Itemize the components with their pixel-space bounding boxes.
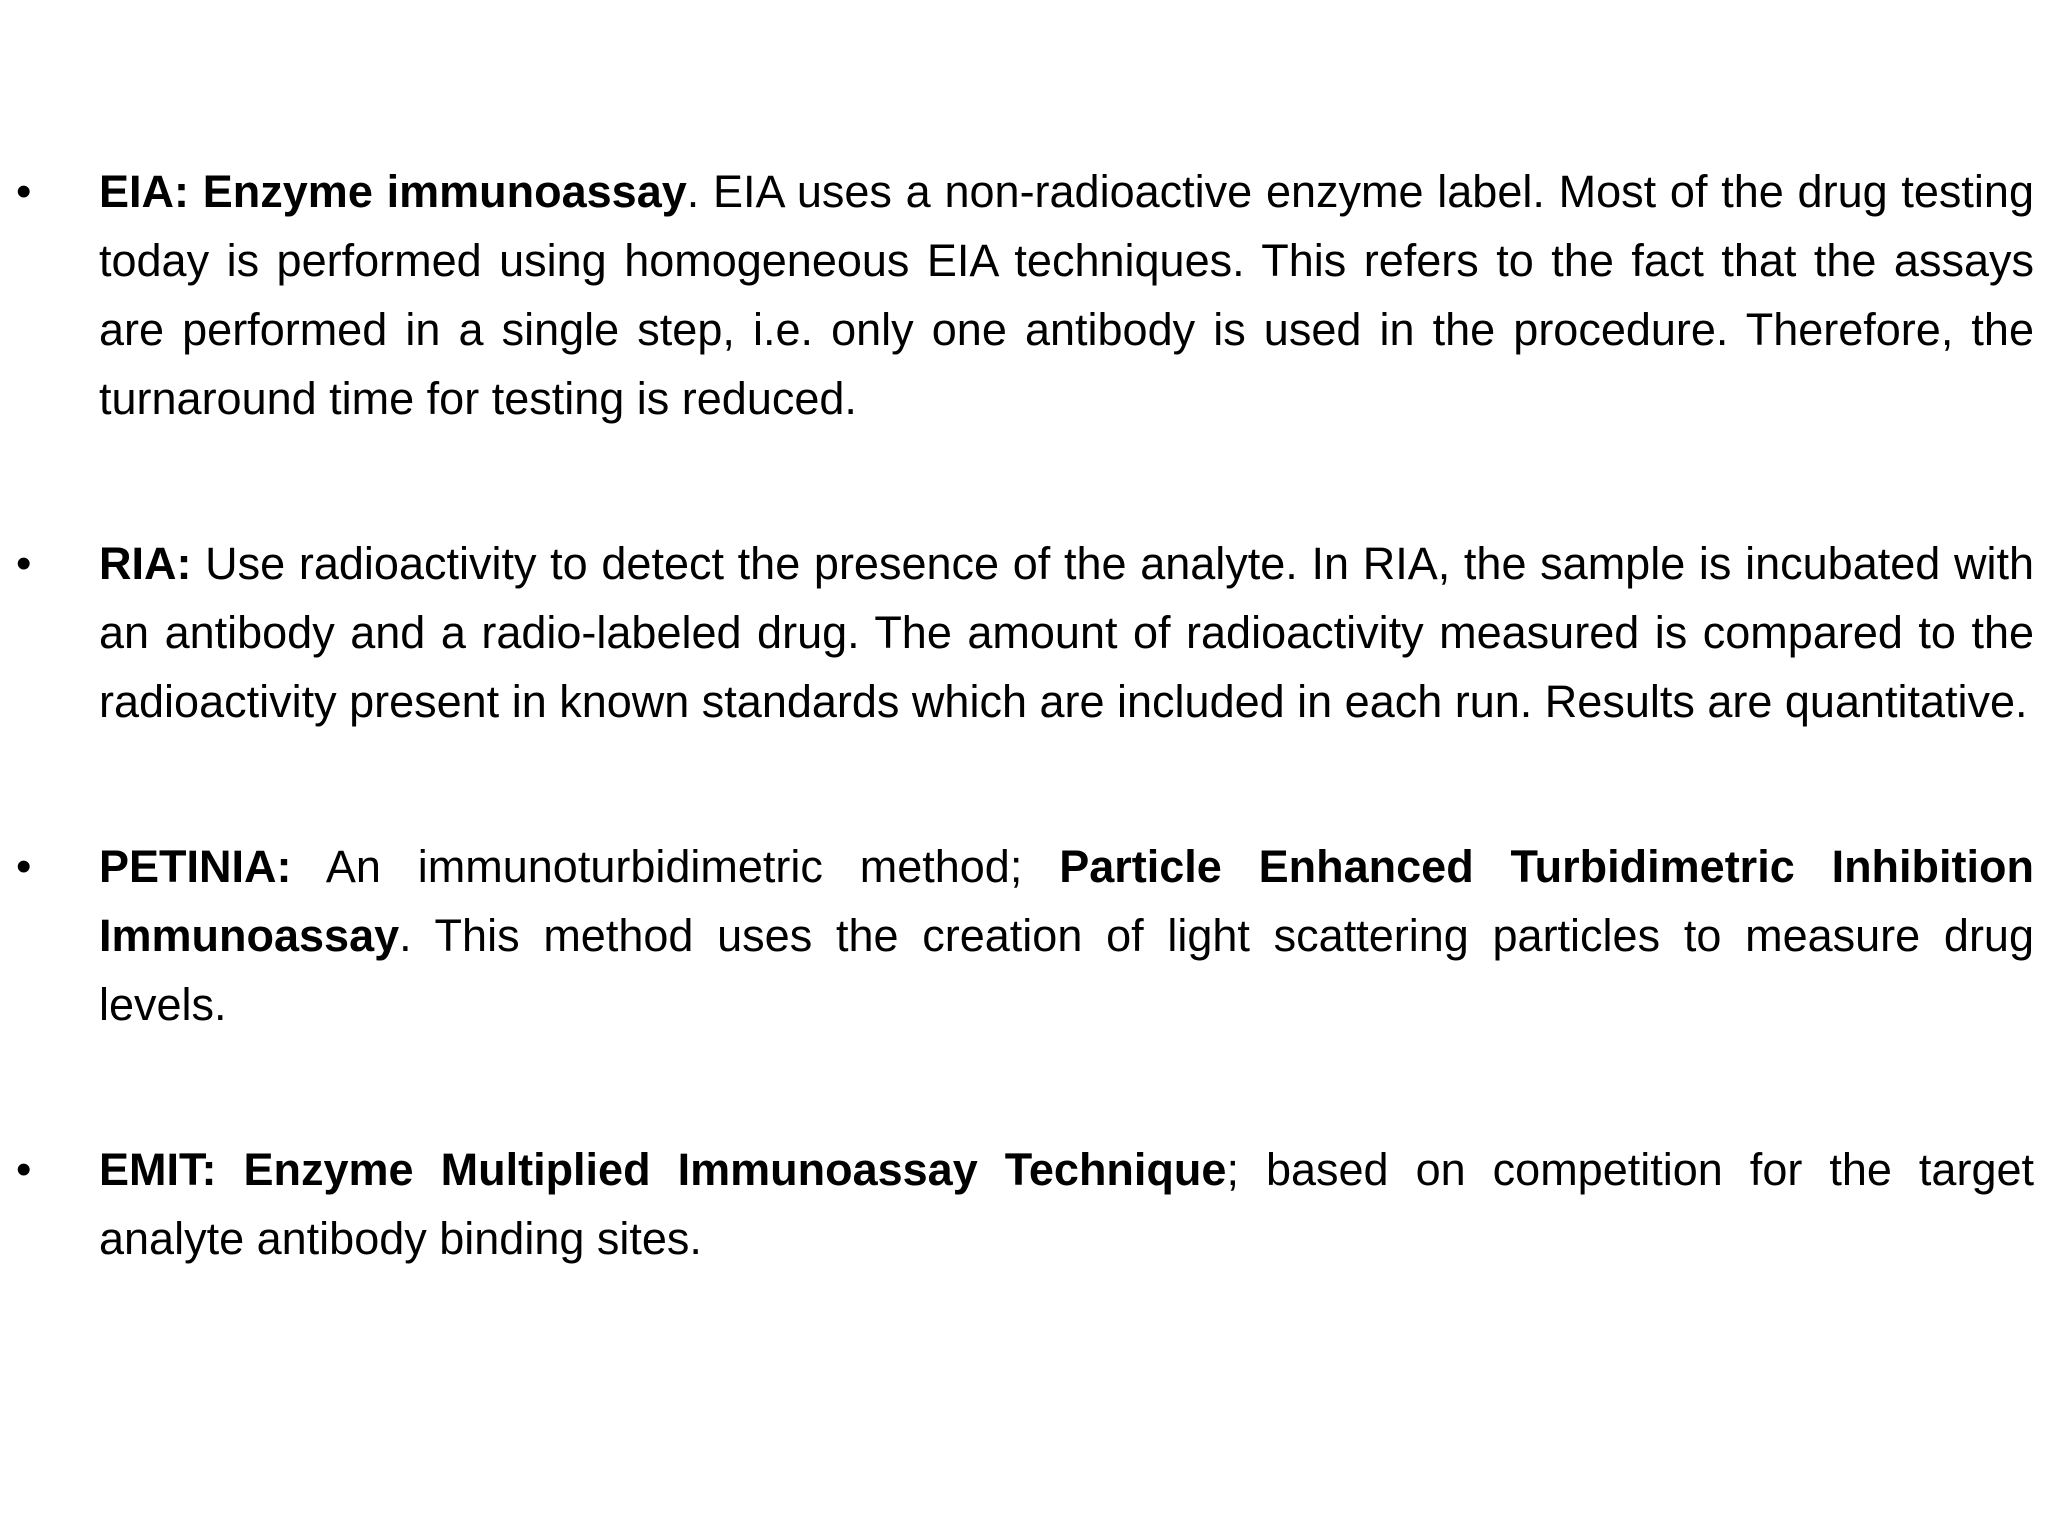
- description-emit: ; based on competition for the target analyte antibody binding sites.: [99, 1144, 2034, 1264]
- bullet-icon: •: [16, 842, 32, 891]
- term-emit: EMIT: Enzyme Multiplied Immunoassay Technique: [99, 1144, 1227, 1195]
- bullet-text: [99, 832, 2034, 1039]
- bullet-list: [0, 112, 2048, 1369]
- bullet-item-petinia: [0, 832, 2048, 1039]
- bullet-icon: •: [16, 1145, 32, 1194]
- bullet-text: [99, 157, 2034, 433]
- bullet-item-eia: [0, 157, 2048, 433]
- description-petinia-part2: . This method uses the creation of light scattering particles to measure drug levels.: [99, 910, 2034, 1030]
- description-ria: Use radioactivity to detect the presence of the analyte. In RIA, the sample is incubated with an antibody and a radio-labeled drug. The amount of radioactivity measured is compared to the radioactivity present in known standards which are included in each run. Results are quantitative.: [99, 538, 2034, 727]
- description-petinia-part1: An immunoturbidimetric method;: [291, 841, 1060, 892]
- bullet-icon: •: [16, 539, 32, 588]
- bullet-text: [99, 529, 2034, 736]
- term-petinia-full: Particle Enhanced Turbidimetric Inhibition Immunoassay: [99, 841, 2035, 961]
- description-eia: . EIA uses a non-radioactive enzyme label. Most of the drug testing today is performed using homogeneous EIA techniques. This refers to the fact that the assays are performed in a single step, i.e. only one antibody is used in the procedure. Therefore, the turnaround time for testing is reduced.: [99, 166, 2034, 424]
- term-eia: EIA: Enzyme immunoassay: [99, 166, 687, 217]
- bullet-icon: •: [16, 167, 32, 216]
- bullet-item-ria: [0, 529, 2048, 736]
- term-petinia: PETINIA:: [99, 841, 292, 892]
- bullet-item-emit: [0, 1135, 2048, 1273]
- term-ria: RIA:: [99, 538, 192, 589]
- bullet-text: [99, 1135, 2034, 1273]
